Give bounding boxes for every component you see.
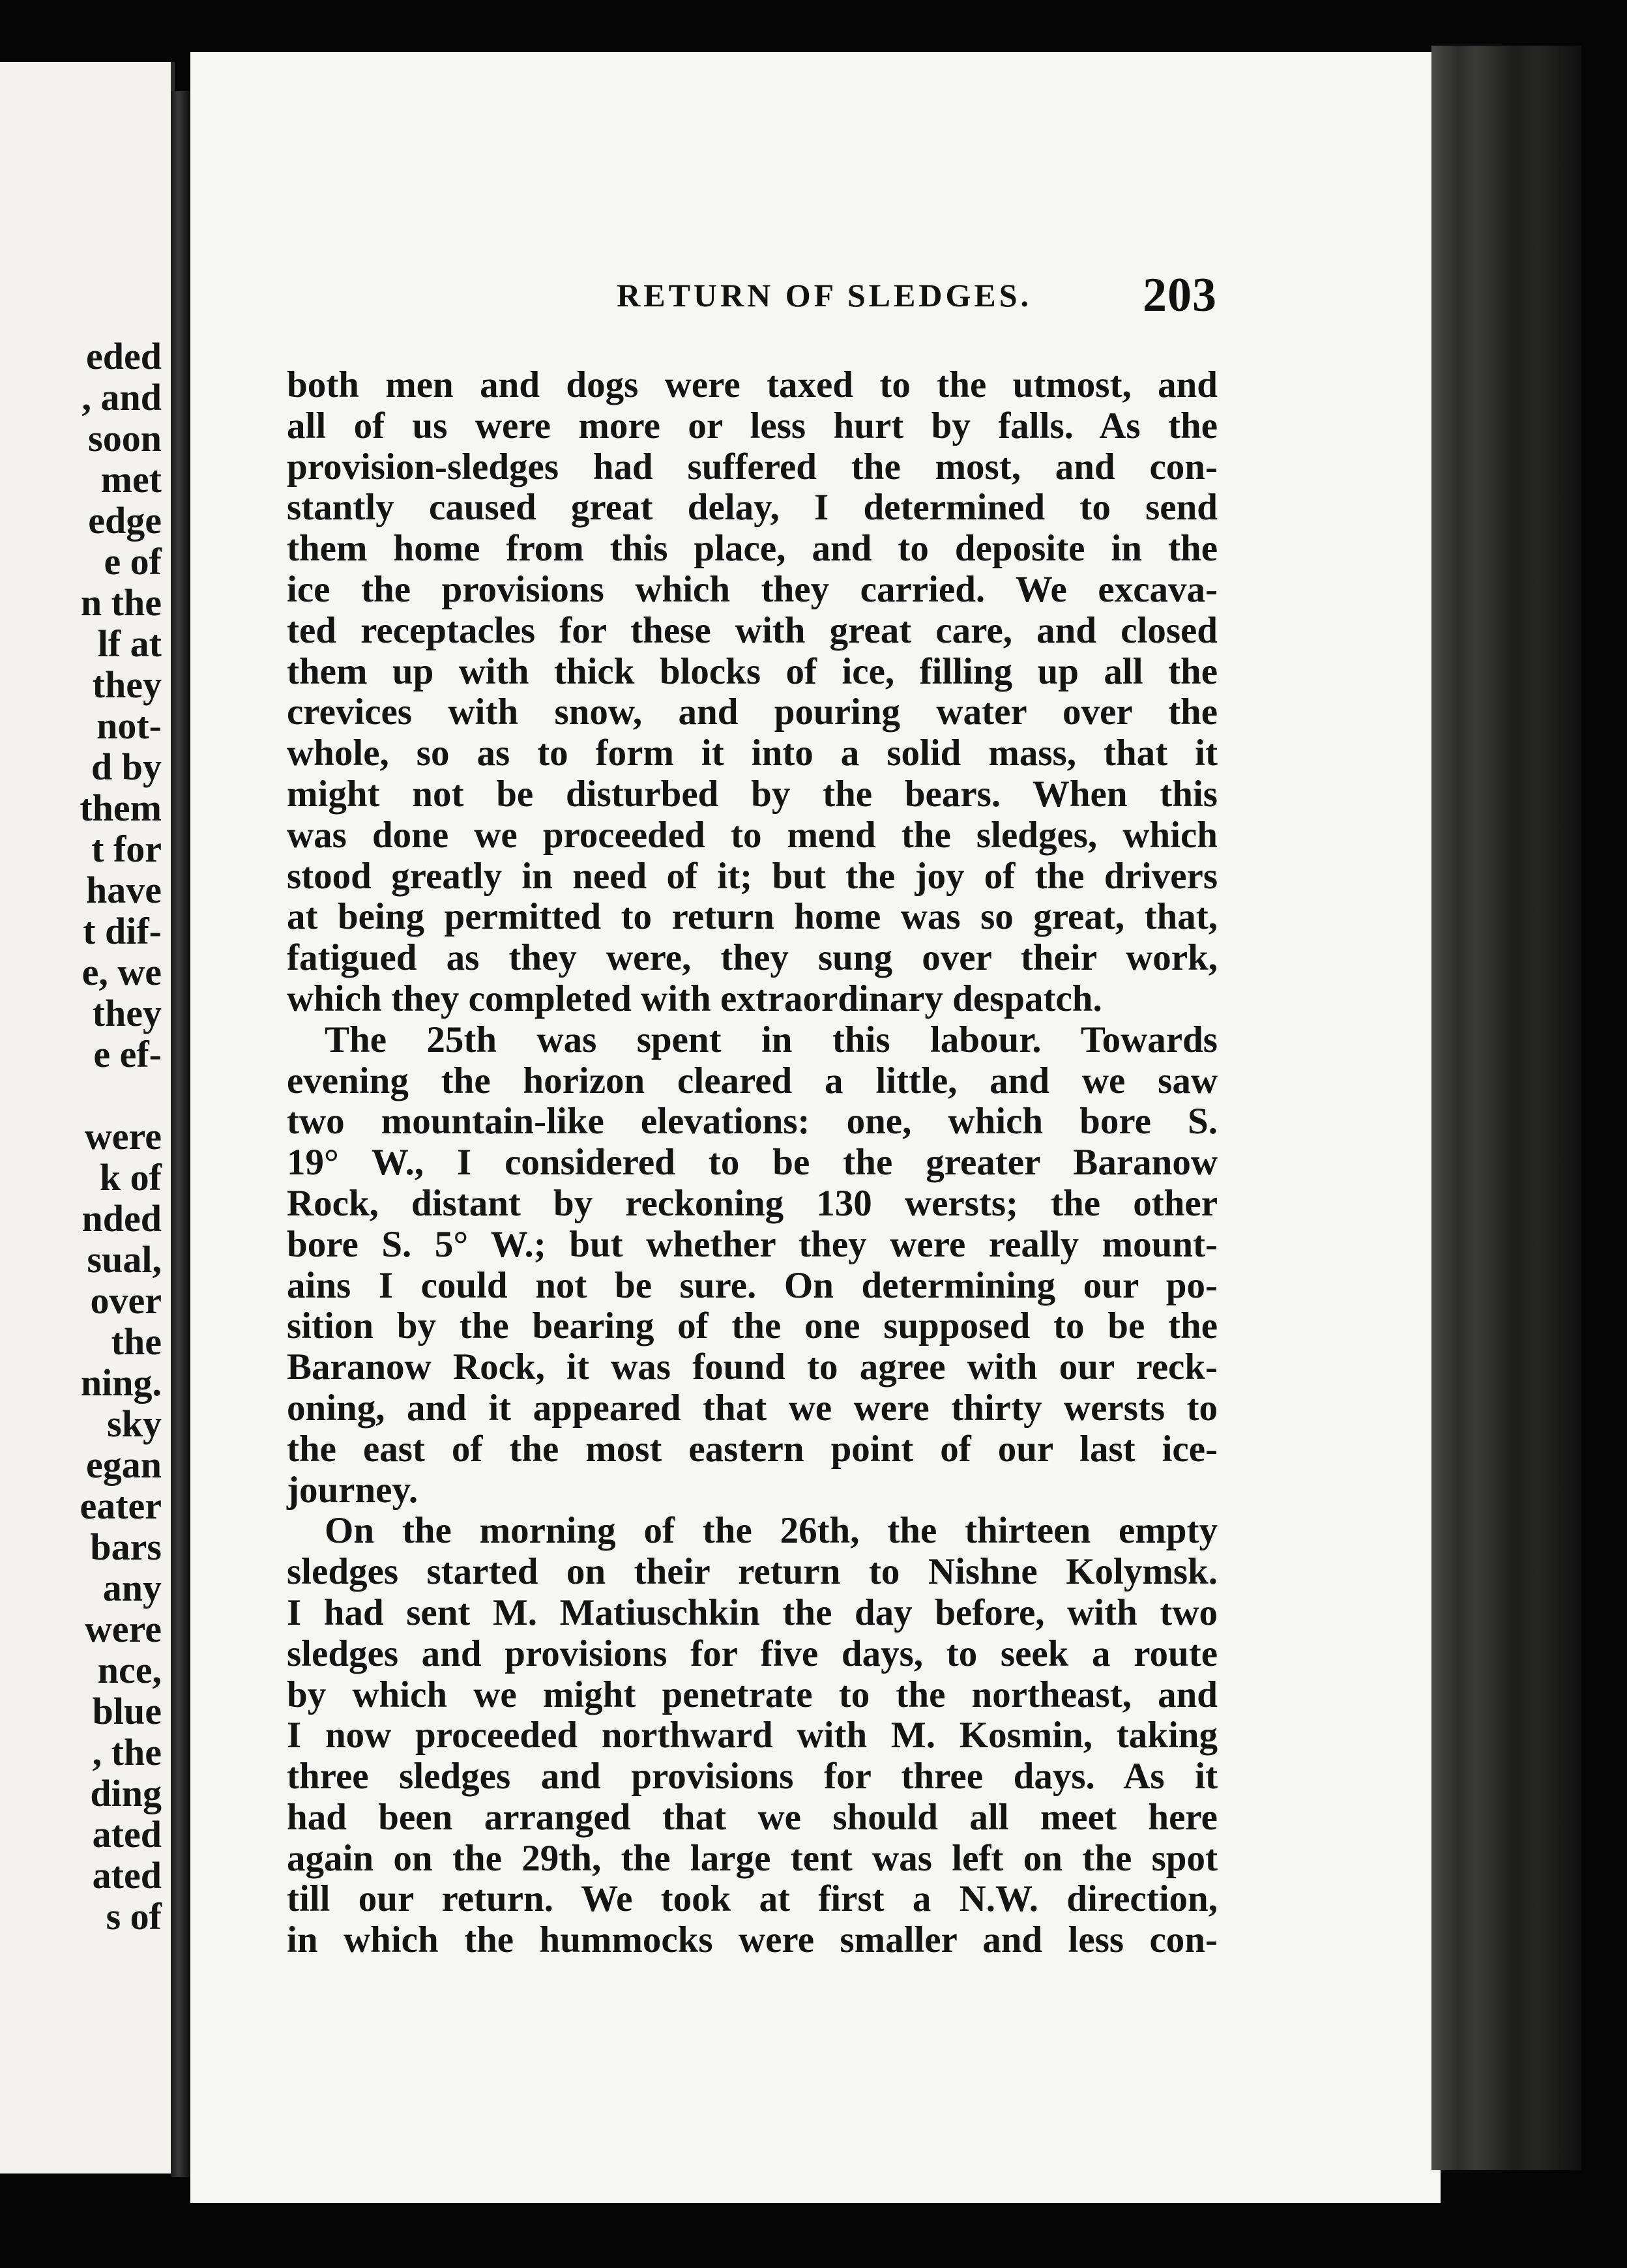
facing-page-line: k of: [99, 1156, 162, 1199]
book-gutter: [171, 91, 190, 2177]
text-line: whole, so as to form it into a solid mass, that it: [287, 733, 1218, 774]
text-line: them up with thick blocks of ice, filling up all the: [287, 650, 1218, 692]
facing-page-line: t dif-: [83, 910, 162, 952]
text-line: two mountain-like elevations: one, which bore S.: [287, 1101, 1218, 1142]
text-line: I had sent M. Matiuschkin the day before, with two: [287, 1592, 1218, 1633]
facing-page-text: [80, 336, 162, 1937]
facing-page-line: eded: [86, 335, 162, 377]
text-line: bore S. 5° W.; but whether they were really mount-: [287, 1223, 1218, 1265]
running-head: [190, 259, 1217, 331]
text-line: all of us were more or less hurt by falls. As the: [287, 405, 1218, 446]
text-line: Baranow Rock, it was found to agree with our reck-: [287, 1346, 1218, 1388]
text-line: evening the horizon cleared a little, and we saw: [287, 1060, 1218, 1101]
text-line: ains I could not be sure. On determining our po-: [287, 1264, 1218, 1306]
text-line: 19° W., I considered to be the greater Baranow: [287, 1142, 1218, 1184]
text-line: ice the provisions which they carried. We excava-: [287, 568, 1218, 610]
facing-page-line: bars: [90, 1526, 162, 1568]
facing-page-line: e, we: [81, 951, 162, 993]
text-line: three sledges and provisions for three days. As it: [287, 1756, 1218, 1797]
text-line: both men and dogs were taxed to the utmost, and: [287, 364, 1218, 405]
facing-page-line: any: [102, 1567, 162, 1609]
facing-page-line: d by: [91, 746, 162, 788]
facing-page-line: , the: [92, 1731, 162, 1773]
text-line: which they completed with extraordinary despatch.: [287, 978, 1102, 1019]
facing-page-line: soon: [88, 417, 162, 459]
text-line: again on the 29th, the large tent was left on the spot: [287, 1837, 1218, 1879]
facing-page-line: blue: [92, 1690, 162, 1732]
facing-page: [0, 62, 175, 2174]
facing-page-line: have: [86, 869, 162, 911]
text-line: The 25th was spent in this labour. Towards: [325, 1019, 1218, 1060]
text-line: Rock, distant by reckoning 130 wersts; the other: [287, 1182, 1218, 1224]
facing-page-line: s of: [106, 1895, 162, 1938]
text-line: in which the hummocks were smaller and less con-: [287, 1919, 1218, 1961]
facing-page-line: edge: [88, 499, 162, 542]
facing-page-line: over: [90, 1279, 162, 1322]
text-line: I now proceeded northward with M. Kosmin, taking: [287, 1715, 1218, 1756]
text-line: had been arranged that we should all meet here: [287, 1796, 1218, 1838]
facing-page-line: were: [84, 1115, 162, 1157]
page-number: 203: [1143, 268, 1217, 322]
facing-page-line: eater: [80, 1485, 162, 1527]
text-line: them home from this place, and to deposite in the: [287, 528, 1218, 570]
text-line: oning, and it appeared that we were thirty wersts to: [287, 1387, 1218, 1429]
text-line: at being permitted to return home was so great, that,: [287, 896, 1218, 938]
text-line: sledges and provisions for five days, to seek a route: [287, 1633, 1218, 1674]
facing-page-line: t for: [91, 828, 162, 870]
text-line: sledges started on their return to Nishne Kolymsk.: [287, 1551, 1218, 1593]
book-page: [190, 52, 1441, 2203]
facing-page-line: nce,: [97, 1649, 162, 1691]
text-line: the east of the most eastern point of our last ice-: [287, 1428, 1218, 1470]
facing-page-line: ning.: [80, 1361, 162, 1404]
text-line: till our return. We took at first a N.W. direction,: [287, 1878, 1218, 1920]
text-line: sition by the bearing of the one supposed to be the: [287, 1305, 1218, 1347]
text-line: was done we proceeded to mend the sledges, which: [287, 814, 1218, 856]
facing-page-line: the: [111, 1320, 162, 1363]
text-line: stood greatly in need of it; but the joy of the drivers: [287, 855, 1218, 897]
facing-page-line: egan: [86, 1444, 162, 1486]
facing-page-line: n the: [80, 581, 162, 624]
facing-page-line: ding: [90, 1772, 162, 1814]
text-line: fatigued as they were, they sung over their work,: [287, 937, 1218, 979]
facing-page-line: nded: [81, 1197, 162, 1240]
text-line: ted receptacles for these with great care, and closed: [287, 609, 1218, 651]
facing-page-line: they: [92, 663, 162, 706]
text-line: crevices with snow, and pouring water over the: [287, 691, 1218, 733]
text-line: journey.: [287, 1469, 418, 1511]
facing-page-line: they: [92, 992, 162, 1034]
facing-page-line: ated: [92, 1813, 162, 1855]
facing-page-line: sual,: [87, 1238, 162, 1281]
running-head-title: RETURN OF SLEDGES.: [617, 277, 1032, 313]
page-edges: [1431, 46, 1581, 2170]
facing-page-line: lf at: [97, 622, 162, 665]
text-line: provision-sledges had suffered the most, and con-: [287, 446, 1218, 487]
facing-page-line: , and: [81, 376, 162, 418]
facing-page-line: sky: [107, 1403, 162, 1445]
facing-page-line: were: [84, 1608, 162, 1650]
facing-page-line: met: [100, 458, 162, 501]
facing-page-line: [80, 1075, 162, 1116]
facing-page-line: e ef-: [93, 1033, 162, 1075]
text-line: by which we might penetrate to the northeast, and: [287, 1674, 1218, 1715]
body-text: [287, 365, 1218, 1961]
facing-page-line: ated: [92, 1854, 162, 1897]
facing-page-line: not-: [96, 705, 162, 747]
text-line: might not be disturbed by the bears. When this: [287, 773, 1218, 815]
text-line: stantly caused great delay, I determined to send: [287, 487, 1218, 529]
facing-page-line: them: [80, 787, 162, 829]
text-line: On the morning of the 26th, the thirteen empty: [325, 1510, 1218, 1552]
facing-page-line: e of: [104, 540, 162, 583]
